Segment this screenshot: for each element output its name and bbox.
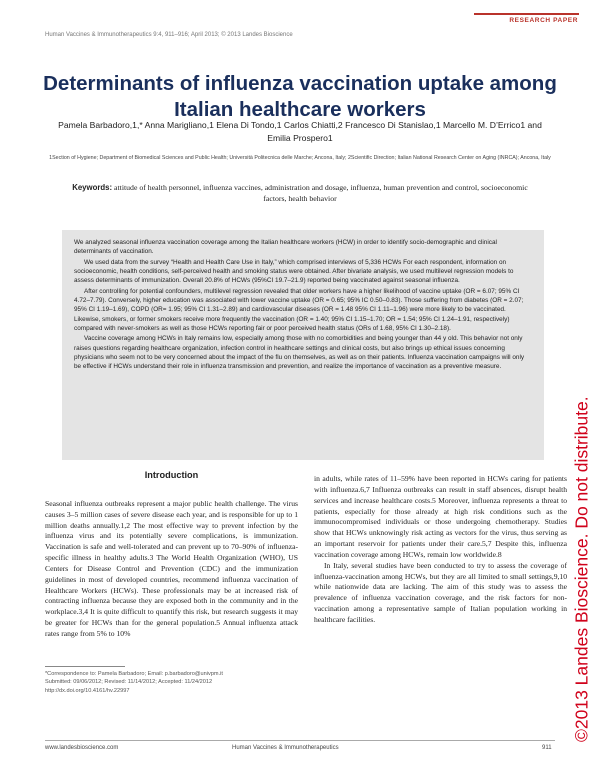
body-column-left <box>45 470 298 640</box>
body-paragraph: In Italy, several studies have been conducted to try to assess the coverage of influenza-vaccination among HCWs, but they are all limited to small settings,9,10 while nationwide data are lacking. The aim of this study was to assess the prevalence of influenza vaccination coverage, and the risk factors for non-vaccination among a representative sample of Italian population working in healthcare facilities. <box>314 560 567 624</box>
author-list: Pamela Barbadoro,1,* Anna Marigliano,1 Elena Di Tondo,1 Carlos Chiatti,2 Francesco Di Stanislao,1 Marcello M. D’Errico1 and Emilia Prospero1 <box>58 120 542 143</box>
section-rule <box>474 13 579 15</box>
abstract-paragraph: We used data from the survey “Health and Health Care Use in Italy,” which comprised interviews of 5,336 HCWs For each respondent, information on socioeconomic, health conditions, self-perceived health and smoking status were obtained. After bivariate analysis, we used multilevel regression models to assess determinants of immunization. Overall 20.8% of HCWs (95%CI 19.7–21.9) reported being vaccinated against seasonal influenza. <box>74 258 514 285</box>
keywords-label: Keywords: <box>72 183 113 192</box>
keywords <box>60 183 540 204</box>
abstract-paragraph: We analyzed seasonal influenza vaccination coverage among the Italian healthcare workers (HCW) in order to identify socio-demographic and clinical determinants of vaccination. <box>74 239 497 256</box>
body-column-right <box>314 474 567 626</box>
journal-citation: Human Vaccines & Immunotherapeutics 9:4, 911–916; April 2013; © 2013 Landes Bioscience <box>45 32 293 38</box>
doi-link[interactable]: http://dx.doi.org/10.4161/hv.22997 <box>45 687 130 694</box>
section-heading-introduction: Introduction <box>144 470 199 480</box>
footer-website[interactable]: www.landesbioscience.com <box>45 745 119 751</box>
page-number: 911 <box>542 745 552 751</box>
correspondence-note: *Correspondence to: Pamela Barbadoro; Email: p.barbadoro@univpm.it <box>45 671 223 677</box>
footer-journal: Human Vaccines & Immunotherapeutics <box>232 745 339 751</box>
abstract-box <box>62 230 544 460</box>
abstract-paragraph: Vaccine coverage among HCWs in Italy remains low, especially among those with no comorbidities and being younger than 44 y old. This behavior not only raises questions regarding healthcare organization, infection control in healthcare settings and clinical costs, but also brings up ethical issues concerning physicians who seem not to be very concerned about the impact of the flu on themselves, as well as on their patients. Influenza vaccination campaigns will only be effective if HCWs understand their role in influenza transmission and prevention, and realize the importance of vaccination as a preventive measure. <box>74 335 525 371</box>
watermark-text: ©2013 Landes Bioscience. Do not distribute. <box>571 396 592 742</box>
keywords-text: attitude of health personnel, influenza vaccines, administration and dosage, influenza, human prevention and control, socioeconomic factors, health behavior <box>114 183 528 203</box>
section-label: RESEARCH PAPER <box>509 17 578 24</box>
footnotes <box>45 670 305 695</box>
body-paragraph: Seasonal influenza outbreaks represent a major public health challenge. The virus causes 3–5 million cases of severe disease each year, and is responsible for up to 1 million deaths annually.1,2 The most effective way to prevent infection by the influenza virus and its potentially severe complications, is immunization. Vaccination is safe and well-tolerated and can prevent up to 70–90% of influenza-specific illness in healthy adults.3 The World Health Organization (WHO), US Centers for Disease Control and Prevention (CDC) and the immunization guidelines in most of developed countries, recommend influenza vaccination of Healthcare Workers (HCWs). These professionals may be at increased risk of contracting influenza because they are exposed both in the community and in the workplace.3,4 It is quite difficult to quantify this risk, but research suggests it may be greater for HCWs than for the general population.5 Annual influenza attack rates range from 5% to 10% <box>45 498 298 638</box>
footnote-divider <box>45 666 125 667</box>
abstract-paragraph: After controlling for potential confounders, multilevel regression revealed that older workers have a higher likelihood of vaccine uptake (OR = 6.07; 95% CI 4.72–7.79). Conversely, higher education was associated with lower vaccine uptake (OR = 0.65; 95% IC 0.50–0.83). Those suffering from diabetes (OR = 2.07; 95% CI 1.19–1.69), COPD (OR= 1.95; 95% CI 1.31–2.89) and cardiovascular diseases (OR = 1.48 95% CI 1.11–1.96) were more likely to be vaccinated. Likewise, smokers, or former smokers receive more frequently the vaccination (OR = 1.40; 95% CI 1.15–1.70; OR = 1.54; 95% CI 1.24–1.91, respectively) compared with never-smokers as well as those HCWs reporting fair or poor perceived health status (ORs of 1.68, 95% CI 1.30–2.18). <box>74 287 524 333</box>
article-title: Determinants of influenza vaccination uptake among Italian healthcare workers <box>43 71 557 121</box>
copyright-watermark <box>571 182 593 742</box>
submission-dates: Submitted: 09/06/2012; Revised: 11/14/2012; Accepted: 11/24/2012 <box>45 679 213 686</box>
affiliations: 1Section of Hygiene; Department of Biomedical Sciences and Public Health; Università Politecnica delle Marche; Ancona, Italy; 2Scientific Direction; Italian National Research Center on Aging (INRCA); Ancona, Italy <box>49 155 551 161</box>
body-paragraph: in adults, while rates of 11–59% have been reported in HCWs caring for patients with influenza.6,7 Influenza outbreaks can result in staff absences, disrupt health services and increase healthcare costs.5 Moreover, influenza represents a threat to patients, especially for those already at high risk conditions such as the immunocompromised individuals or those undergoing chemotherapy. Studies show that HCWs unknowingly risk acting as vectors for the virus, thus serving as an important reservoir for patients under their care.5,7 Despite this, influenza vaccination coverage among HCWs, remain low worldwide.8 <box>314 474 567 559</box>
footer-divider <box>45 740 555 741</box>
